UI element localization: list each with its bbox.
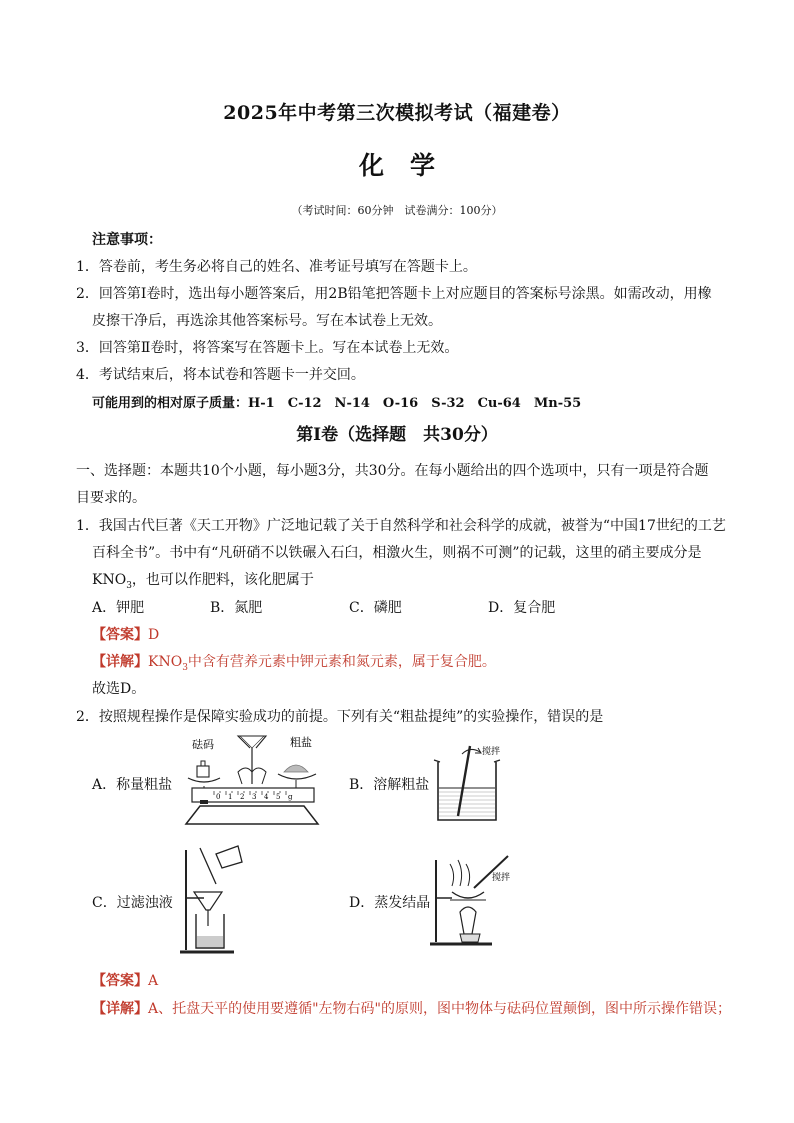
- right-pan: [278, 774, 316, 779]
- beam-ticks: [216, 793, 293, 801]
- q1-option-c: C．磷肥: [349, 600, 402, 616]
- note-item: 4．考试结束后，将本试卷和答题卡一并交回。: [76, 367, 365, 383]
- q2-option-a: A．称量粗盐: [92, 777, 173, 793]
- tick-label: 3: [252, 793, 257, 801]
- q1-option-b: B．氮肥: [210, 600, 263, 616]
- q2-answer: 【答案】A: [92, 973, 159, 989]
- stirring-rod: [474, 856, 511, 888]
- vapor-lines: [450, 860, 470, 886]
- exam-info: （考试时间：60分钟 试卷满分：100分）: [291, 204, 503, 217]
- filtration-diagram: [178, 840, 258, 956]
- note-item: 皮擦干净后，再选涂其他答案标号。写在本试卷上无效。: [92, 313, 442, 329]
- tick-label: 5: [276, 793, 281, 801]
- stir-label-b: 搅拌: [482, 747, 501, 757]
- alcohol-lamp: [460, 907, 476, 934]
- q1-stem: 1．我国古代巨著《天工开物》广泛地记载了关于自然科学和社会科学的成就，被誉为“中国17世纪的工艺: [76, 518, 726, 534]
- q1-detail: 【详解】$KNO_3$中含有营养元素中钾元素和氮元素，属于复合肥。: [92, 654, 496, 673]
- notes-heading: 注意事项：: [92, 232, 162, 248]
- pouring-beaker: [216, 846, 242, 868]
- stirring-rod: [458, 746, 470, 816]
- q2-detail: 【详解】A、托盘天平的使用要遵循"左物右码"的原则，图中物体与砝码位置颠倒，图中所示操作错误；: [92, 1001, 731, 1017]
- note-item: 2．回答第Ⅰ卷时，选出每小题答案后，用2B铅笔把答题卡上对应题目的答案标号涂黑。如需改动，用橡: [76, 286, 712, 302]
- atomic-masses: 可能用到的相对原子质量：H-1 C-12 N-14 O-16 S-32 Cu-64 Mn-55: [92, 396, 582, 411]
- note-item: 3．回答第Ⅱ卷时，将答案写在答题卡上。写在本试卷上无效。: [76, 340, 459, 356]
- balance-diagram: [178, 728, 328, 832]
- tick-label: g: [288, 793, 293, 801]
- q2-option-b: B．溶解粗盐: [349, 777, 430, 793]
- q2-option-c: C．过滤浊液: [92, 895, 173, 911]
- q1-conclusion: 故选D。: [92, 681, 146, 697]
- section-title: 第Ⅰ卷（选择题 共30分）: [296, 425, 498, 445]
- beaker-diagram: [430, 740, 520, 825]
- left-pan: [188, 778, 220, 782]
- salt-label: 粗盐: [290, 736, 312, 749]
- tick-label: 2: [240, 793, 245, 801]
- funnel: [194, 892, 222, 910]
- stir-label-d: 搅拌: [492, 873, 511, 883]
- salt-pile: [284, 765, 308, 772]
- section-instructions: 目要求的。: [76, 490, 146, 506]
- tick-label: 4: [264, 793, 269, 801]
- section-instructions: 一、选择题：本题共10个小题，每小题3分，共30分。在每小题给出的四个选项中，只有一项是符合题: [76, 463, 709, 479]
- subject-title: 化学: [358, 151, 461, 180]
- tick-label: 0: [216, 793, 221, 801]
- evaporation-diagram: [430, 852, 530, 948]
- q1-option-d: D．复合肥: [488, 600, 556, 616]
- exam-title: 2025年中考第三次模拟考试（福建卷）: [223, 102, 571, 124]
- weights-label: 砝码: [192, 738, 214, 751]
- q1-stem: 百科全书”。书中有“凡研硝不以铁碾入石臼，相激火生，则祸不可测”的记载，这里的硝主要成分是: [92, 545, 702, 561]
- q1-option-a: A．钾肥: [92, 600, 145, 616]
- balance-base: [186, 806, 318, 824]
- q1-stem: $KNO_3$，也可以作肥料，该化肥属于: [92, 572, 314, 591]
- q1-answer: 【答案】D: [92, 627, 160, 643]
- q2-option-d: D．蒸发结晶: [349, 895, 431, 911]
- q2-stem: 2．按照规程操作是保障实验成功的前提。下列有关“粗盐提纯”的实验操作，错误的是: [76, 709, 604, 725]
- evaporating-dish: [452, 892, 484, 898]
- tick-label: 1: [228, 793, 233, 801]
- note-item: 1．答卷前，考生务必将自己的姓名、准考证号填写在答题卡上。: [76, 259, 477, 275]
- weight-icon: [197, 766, 209, 777]
